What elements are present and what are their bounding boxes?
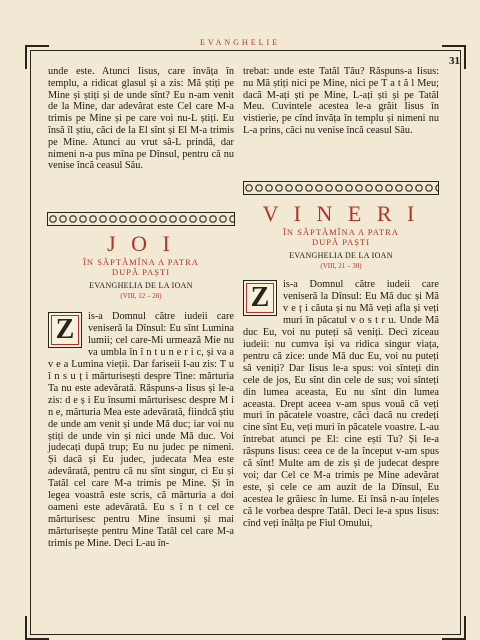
joi-subtitle-1: ÎN SĂPTĂMÎNA A PATRA	[83, 257, 199, 267]
joi-reading	[48, 311, 234, 550]
vineri-dropcap-letter: Z	[246, 283, 274, 313]
vineri-subtitle-2: DUPĂ PAȘTI	[311, 237, 371, 247]
vineri-dropcap	[243, 280, 277, 316]
corner-ornament-bottom-right	[442, 616, 466, 640]
right-column-top	[243, 66, 439, 137]
corner-ornament-top-left	[25, 45, 49, 69]
corner-ornament-bottom-left	[25, 616, 49, 640]
joi-heading	[47, 231, 235, 300]
joi-title: J O I	[107, 231, 175, 256]
joi-subtitle-2: DUPĂ PAȘTI	[111, 267, 171, 277]
vineri-subtitle-1: ÎN SĂPTĂMÎNA A PATRA	[283, 227, 399, 237]
vineri-verse-reference: (VIII, 21 – 30)	[320, 262, 362, 270]
joi-gospel-label: EVANGHELIA DE LA IOAN	[89, 281, 193, 290]
running-title: EVANGHELIE	[199, 38, 281, 47]
joi-dropcap	[48, 312, 82, 348]
page-number: 31	[449, 55, 460, 67]
vineri-reading	[243, 279, 439, 530]
vineri-title: V I N E R I	[262, 201, 420, 226]
left-column-top	[48, 66, 234, 172]
left-continuation-text: unde este. Atunci Iisus, care învăța în templu, a ridicat glasul și a zis: Mă știți pe Mine și știți și de unde sînt? Eu n-am venit de la Mine, dar adevărat este Cel care M-a trimis pe Mine și pe care voi nu-L știți. Eu însă îl știu, căci de la El sînt și El M-a trimis pe Mine. Atunci au vrut să-L prindă, dar nimeni n-a pus mîna pe Dînsul, pentru că nu venise încă ceasul Său.	[48, 66, 234, 172]
ornamental-band-left	[47, 212, 235, 226]
ornamental-band-right	[243, 181, 439, 195]
joi-verse-reference: (VIII, 12 – 20)	[120, 292, 162, 300]
vineri-gospel-label: EVANGHELIA DE LA IOAN	[289, 251, 393, 260]
joi-dropcap-letter: Z	[51, 315, 79, 345]
vineri-reading-text: is-a Domnul către iudeii care veniseră la Dînsul: Eu Mă duc și Mă v e ț i căuta și nu Mă veți afla și veți muri în păcatul v o s t r u. Unde Mă duc Eu, voi nu puteți să veniți. Deci ziceau iudeii: nu cumva își va ridica singur viața, pentru că zice: unde Mă duc Eu, voi nu puteți să veniți? Dar Iisus le-a spus: voi sînteți din cele de jos, Eu sînt din cele de sus; voi sînteți din lumea aceasta, Eu nu sînt din lumea aceasta. Drept aceea v-am spus vouă că veți muri în păcatele voastre, căci dacă nu credeți cine sînt Eu, veți muri în păcatele voastre. L-au întrebat atunci pe El: cine ești Tu? Și Ie-a răspuns Iisus: ceea ce de la început v-am spus că sînt! Multe am de zis și de judecat despre voi; dar Cel ce M-a trimis pe Mine adevărat este, și cele ce am auzit de la Dînsul, Eu acestea le grăiesc în lume. Ei însă n-au înțeles că le vorbea despre Tatăl. Deci le-a spus Iisus: cînd veți înălța pe Fiul Omului,	[243, 279, 439, 530]
right-continuation-text: trebat: unde este Tatăl Tău? Răspuns-a Iisus: nu Mă știți nici pe Mine, nici pe T a t ă l Meu; dacă M-ați ști pe Mine, L-ați ști și pe Tatăl Meu. Cuvintele acestea le-a grăit Iisus în vistierie, pe cînd învăța în templu și nimeni nu L-a prins, căci nu venise încă ceasul Său.	[243, 66, 439, 136]
vineri-heading	[243, 201, 439, 270]
joi-reading-text: is-a Domnul către iudeii care veniseră la Dînsul: Eu sînt Lumina lumii; cel care-Mi urmează Mie nu va umbla în î n t u n e r i c, și va a v e a Lumina vieții. Dar fariseii I-au zis: T u î n s u ț i mărturisești despre Tine: mărturia Ta nu este adevărată. Răspuns-a Iisus și le-a zis: d e ș i Eu însumi mărturisesc despre M i n e, mărturia Mea este adevărată, fiindcă știu de unde am venit și unde Mă duc; iar voi nu știți de unde vin și nici unde Mă duc. Voi judecați după trup; Eu nu judec pe nimeni. Și dacă și Eu judec, judecata Mea este adevărată, pentru că nu sînt singur, ci Eu și Tatăl cel care M-a trimis pe Mine. Și în legea voastră este scris, că mărturia a doi oameni este adevărată. Eu s î n t cel ce mărturisesc pentru Mine însumi și mai mărturisește pentru Mine Tatăl cel care M-a trimis pe Mine. Deci L-au în-	[48, 311, 234, 550]
